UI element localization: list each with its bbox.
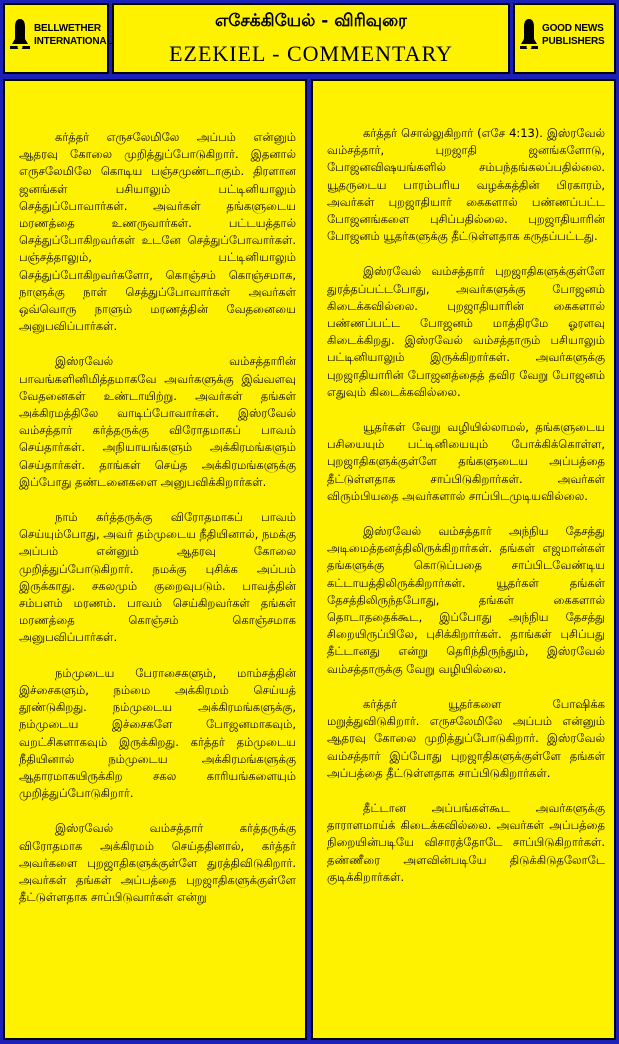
good-news-bell-icon xyxy=(519,17,539,53)
paragraph: நாம் கர்த்தருக்கு விரோதமாகப் பாவம் செய்யும்போது, அவர் தம்முடைய நீதியினால், நமக்கு அப்பம் என்னும் ஆதரவு கோலை முறித்துப்போடுகிறார். நமக்கு புசிக்க அப்பம் இருக்காது. சகலமும் குறைவுபடும். பாவத்தின் சம்பளம் மரணம். பாவம் செய்கிறவர்கள் தங்கள் மரணத்தை கொஞ்சம் கொஞ்சமாக அனுபவிப்பார்கள். xyxy=(19,510,296,645)
right-text-column xyxy=(311,79,616,1040)
bellwether-logo-line2: INTERNATIONAL xyxy=(34,36,113,47)
paragraph: கர்த்தர் யூதர்களை போஷிக்க மறுத்துவிடுகிறார். எருசலேமிலே அப்பம் என்னும் ஆதரவு கோலை முறித்துப்போடுகிறார். இஸ்ரவேல் வம்சத்தார் இப்போது புறஜாதிகளுக்குள்ளே தங்கள் அப்பத்தை தீட்டுள்ளதாக சாப்பிடுகிறார்கள். xyxy=(327,696,605,780)
paragraph: தீட்டான அப்பங்கள்கூட அவர்களுக்கு தாராளமாய்க் கிடைக்கவில்லை. அவர்கள் அப்பத்தை நிறையின்படியே விசாரத்தோடே சாப்பிடுகிறார்கள். தண்ணீரை அளவின்படியே திடுக்கிடுதலோடே குடிக்கிறார்கள். xyxy=(327,800,605,884)
paragraph: யூதர்கள் வேறு வழியில்லாமல், தங்களுடைய பசியையும் பட்டினியையும் போக்கிக்கொள்ள, புறஜாதிகளுக்குள்ளே தங்களுடைய அப்பத்தை தீட்டுள்ளதாக சாப்பிடுகிறார்கள். அவர்கள் விரும்பியதை அவர்களால் சாப்பிடமுடியவில்லை. xyxy=(327,420,605,503)
good-news-logo-line1: GOOD NEWS xyxy=(542,23,604,34)
paragraph: இஸ்ரவேல் வம்சத்தார் கர்த்தருக்கு விரோதமாக அக்கிரமம் செய்ததினால், கர்த்தர் அவர்களை புறஜாதிகளுக்குள்ளே துரத்திவிடுகிறார். அவர்கள் தங்கள் அப்பத்தை புறஜாதிகளுக்குள்ளே தீட்டுள்ளதாக சாப்பிடுவார்கள் என்று xyxy=(19,821,296,905)
bellwether-logo xyxy=(9,17,113,53)
title-tamil: எசேக்கியேல் - விரிவுரை xyxy=(215,11,407,31)
title-box xyxy=(112,3,510,74)
bellwether-logo-line1: BELLWETHER xyxy=(34,23,101,34)
good-news-logo-line2: PUBLISHERS xyxy=(542,36,605,47)
paragraph: இஸ்ரவேல் வம்சத்தார் அந்நிய தேசத்து அடிமைத்தனத்திலிருக்கிறார்கள். தங்கள் எஜமான்கள் தங்களுக்கு கொடுப்பதை சாப்பிடவேண்டிய கட்டாயத்திலிருக்கிறார்கள். யூதர்கள் தங்கள் தேசத்திலிருந்தபோது, தங்கள் கைகளால் தொடாததைக்கூட, இப்போது அந்நிய தேசத்து சிறையிருப்பிலே, புசிக்கிறார்கள். தாங்கள் புசிப்பது தீட்டானது என்று தெரிந்திருந்தும், இஸ்ரவேல் வம்சத்தாருக்கு வேறு வழியில்லை. xyxy=(327,524,605,676)
paragraph: கர்த்தர் எருசலேமிலே அப்பம் என்னும் ஆதரவு கோலை முறித்துப்போடுகிறார். இதனால் எருசலேமிலே கொடிய பஞ்சமுண்டாகும். திரளான ஜனங்கள் பசியாலும் பட்டினியாலும் செத்துப்போவார்கள். அவர்கள் தங்களுடைய மரணத்தை உணருவார்கள். பட்டயத்தால் செத்துப்போகிறவர்கள் உடனே செத்துப்போவார்கள். பஞ்சத்தாலும், பட்டினியாலும் செத்துப்போகிறவர்களோ, கொஞ்சம் கொஞ்சமாக, நாளுக்கு நாள் செத்துப்போவார்கள் அவர்கள் ஒவ்வொரு நாளும் மரணத்தின் வேதனையை அனுபவிப்பார்கள். xyxy=(19,130,296,334)
left-text-column xyxy=(3,79,307,1040)
paragraph: இஸ்ரவேல் வம்சத்தார் புறஜாதிகளுக்குள்ளே துரத்தப்பட்டபோது, அவர்களுக்கு போஜனம் கிடைக்கவில்லை. புறஜாதியாரின் கைகளால் பண்ணப்பட்ட போஜனம் மாத்திரமே ஓரளவு கிடைக்கிறது. இஸ்ரவேல் வம்சத்தாரும் பசியாலும் பட்டினியாலும் இருக்கிறார்கள். அவர்களுக்கு புறஜாதியாரின் போஜனத்தைத் தவிர வேறு போஜனம் எதுவும் கிடைக்கவில்லை. xyxy=(327,264,605,399)
bellwether-logo-box xyxy=(3,3,113,74)
bellwether-bell-icon xyxy=(9,17,31,53)
paragraph: இஸ்ரவேல் வம்சத்தாரின் பாவங்களினிமித்தமாகவே அவர்களுக்கு இவ்வளவு வேதனைகள் உண்டாயிற்று. அவர்கள் தங்கள் அக்கிரமத்திலே வாடிப்போவார்கள். இஸ்ரவேல் வம்சத்தார் கர்த்தருக்கு விரோதமாகப் பாவம் செய்தார்கள். அநியாயங்களும் அக்கிரமங்களும் செய்தார்கள். தாங்கள் செய்த அக்கிரமங்களுக்கு இப்போது தண்டனைகளை அனுபவிக்கிறார்கள். xyxy=(19,354,296,489)
paragraph: கர்த்தர் சொல்லுகிறார் (எசே 4:13). இஸ்ரவேல் வம்சத்தார், புறஜாதி ஜனங்களோடு, போஜனவிஷயங்களில் சம்பந்தங்கலப்பதில்லை. யூதருடைய பாரம்பரிய வழக்கத்தின் பிரகாரம், அவர்கள் புறஜாதியார் கைகளால் பண்ணப்பட்ட போஜனங்களை புசிப்பதில்லை. புறஜாதியாரின் போஜனம் யூதர்களுக்கு தீட்டுள்ளதாக கருதப்பட்டது. xyxy=(327,126,605,244)
good-news-logo xyxy=(519,17,610,53)
good-news-logo-box xyxy=(513,3,616,74)
title-english: EZEKIEL - COMMENTARY xyxy=(169,41,453,66)
paragraph: நம்முடைய பேராசைகளும், மாம்சத்தின் இச்சைகளும், நம்மை அக்கிரமம் செய்யத் தூண்டுகிறது. நம்முடைய அக்கிரமங்களுக்கு, நம்முடைய இச்சைகளே போஜனமாகவும், வறட்சிகளாகவும் இருக்கிறது. கர்த்தர் தம்முடைய நீதியினால் நம்முடைய அக்கிரமங்களுக்கு ஆதாரமாகயிருக்கிற சகல காரியங்களையும் முறித்துப்போடுகிறார். xyxy=(19,665,296,801)
